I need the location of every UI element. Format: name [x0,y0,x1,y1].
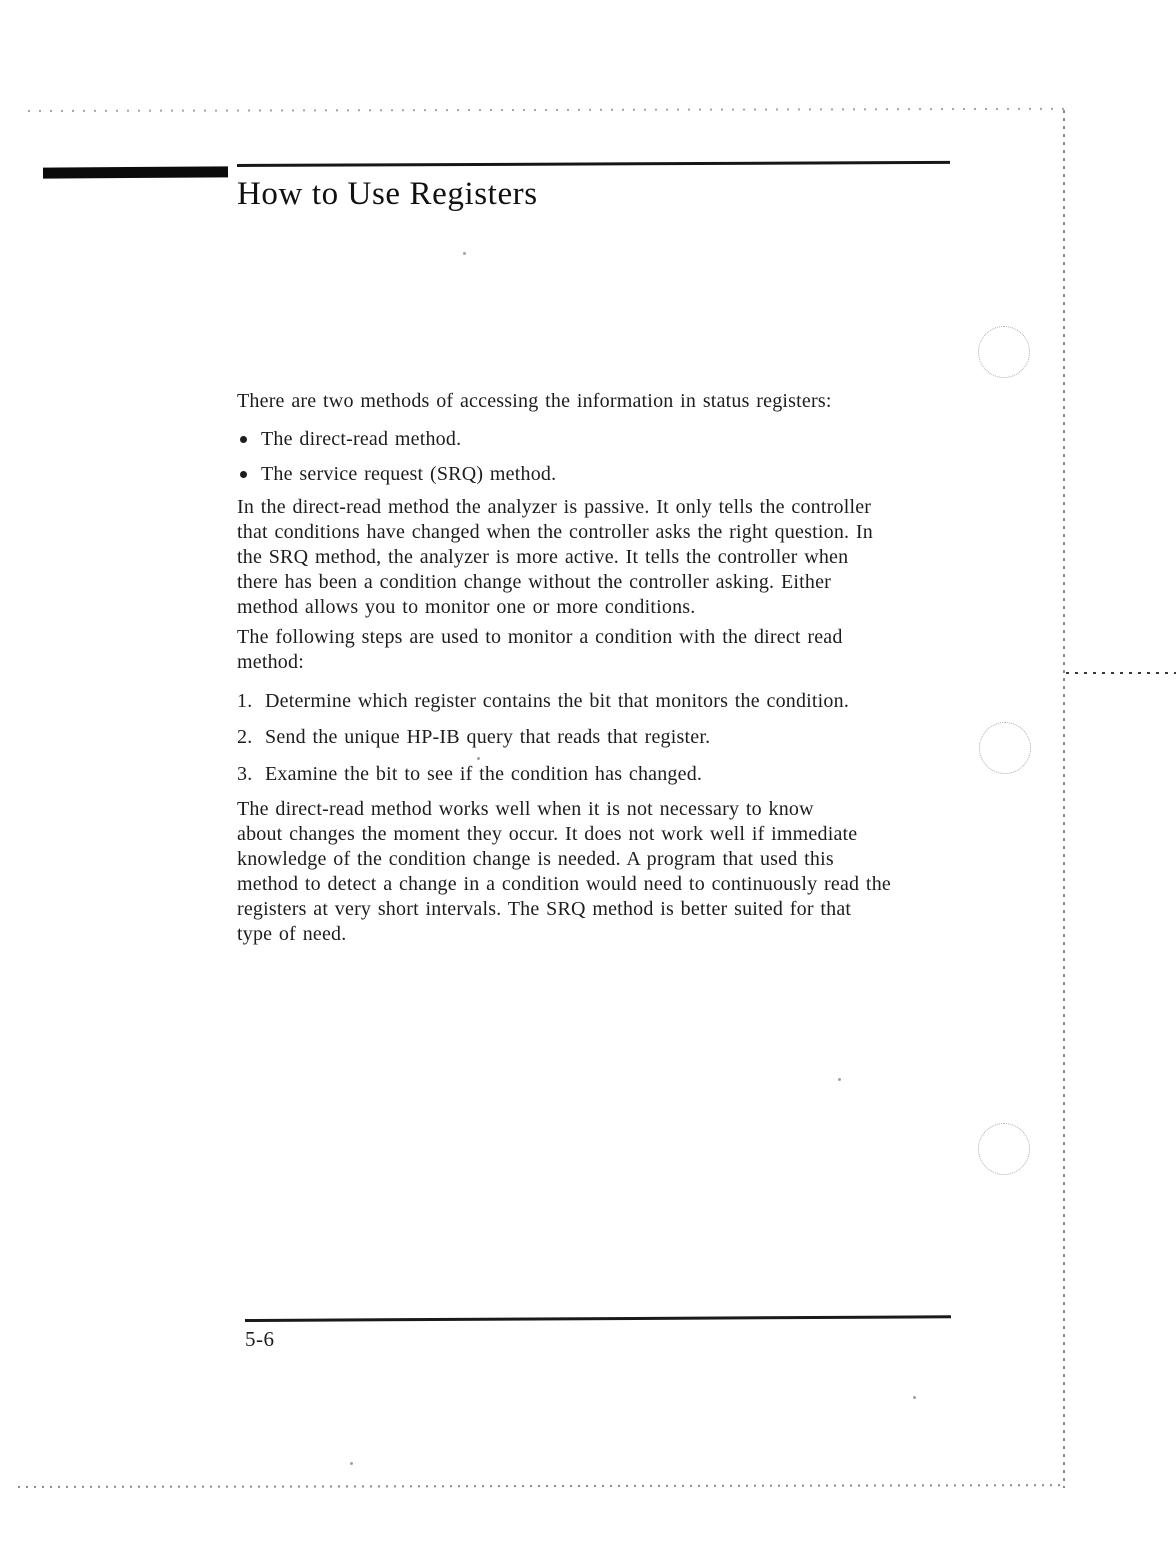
punch-hole [978,1123,1030,1175]
text-line: There are two methods of accessing the information in status registers: [237,390,832,412]
bullet-text: The service request (SRQ) method. [261,463,557,485]
text-line: the SRQ method, the analyzer is more active. It tells the controller when [237,546,849,568]
scan-speck [838,1078,841,1081]
text-line: there has been a condition change without the controller asking. Either [237,571,832,593]
text-line: that conditions have changed when the controller asks the right question. In [237,521,873,543]
text-line: method allows you to monitor one or more conditions. [237,596,696,618]
text-line: method to detect a change in a condition would need to continuously read the [237,873,891,895]
text-line: The direct-read method works well when it is not necessary to know [237,798,814,820]
paragraph-direct-read-vs-srq [237,495,953,620]
step-text: Determine which register contains the bit that monitors the condition. [265,690,850,712]
text-line: The following steps are used to monitor a condition with the direct read [237,626,843,648]
step-number: 3. [237,763,253,785]
step-number: 2. [237,726,253,748]
text-line: type of need. [237,923,347,945]
scan-artifact-dotted-stub [1066,672,1176,674]
text-line: registers at very short intervals. The SRQ method is better suited for that [237,898,852,920]
step-number: 1. [237,690,253,712]
text-line: about changes the moment they occur. It does not work well if immediate [237,823,858,845]
step-text: Examine the bit to see if the condition has changed. [265,763,703,785]
paragraph-direct-read-tradeoffs [237,797,953,947]
bullet-icon [240,471,247,478]
paragraph-steps-intro [237,625,953,675]
page-edge-top-dotted-line [28,108,1066,112]
page-edge-bottom-dotted-line [18,1484,1066,1488]
numbered-step [237,689,953,714]
header-rule [237,161,950,167]
numbered-step [237,725,953,750]
bullet-icon [240,436,247,443]
page-edge-right-dashed-line [1063,110,1065,1488]
scan-speck [477,757,480,760]
chapter-tab-bar [43,166,228,178]
scan-speck [913,1396,916,1399]
text-line: method: [237,651,304,673]
scan-speck [463,252,466,255]
intro-paragraph [237,389,953,414]
page-number: 5-6 [245,1327,275,1351]
numbered-step [237,762,953,787]
footer-rule [245,1315,951,1321]
punch-hole [978,326,1030,378]
page-title: How to Use Registers [237,176,538,212]
step-text: Send the unique HP-IB query that reads that register. [265,726,711,748]
bullet-item [237,427,953,452]
text-line: In the direct-read method the analyzer is passive. It only tells the controller [237,496,872,518]
scan-speck [350,1462,353,1465]
punch-hole [979,722,1031,774]
bullet-text: The direct-read method. [261,428,462,450]
bullet-item [237,462,953,487]
text-line: knowledge of the condition change is needed. A program that used this [237,848,834,870]
